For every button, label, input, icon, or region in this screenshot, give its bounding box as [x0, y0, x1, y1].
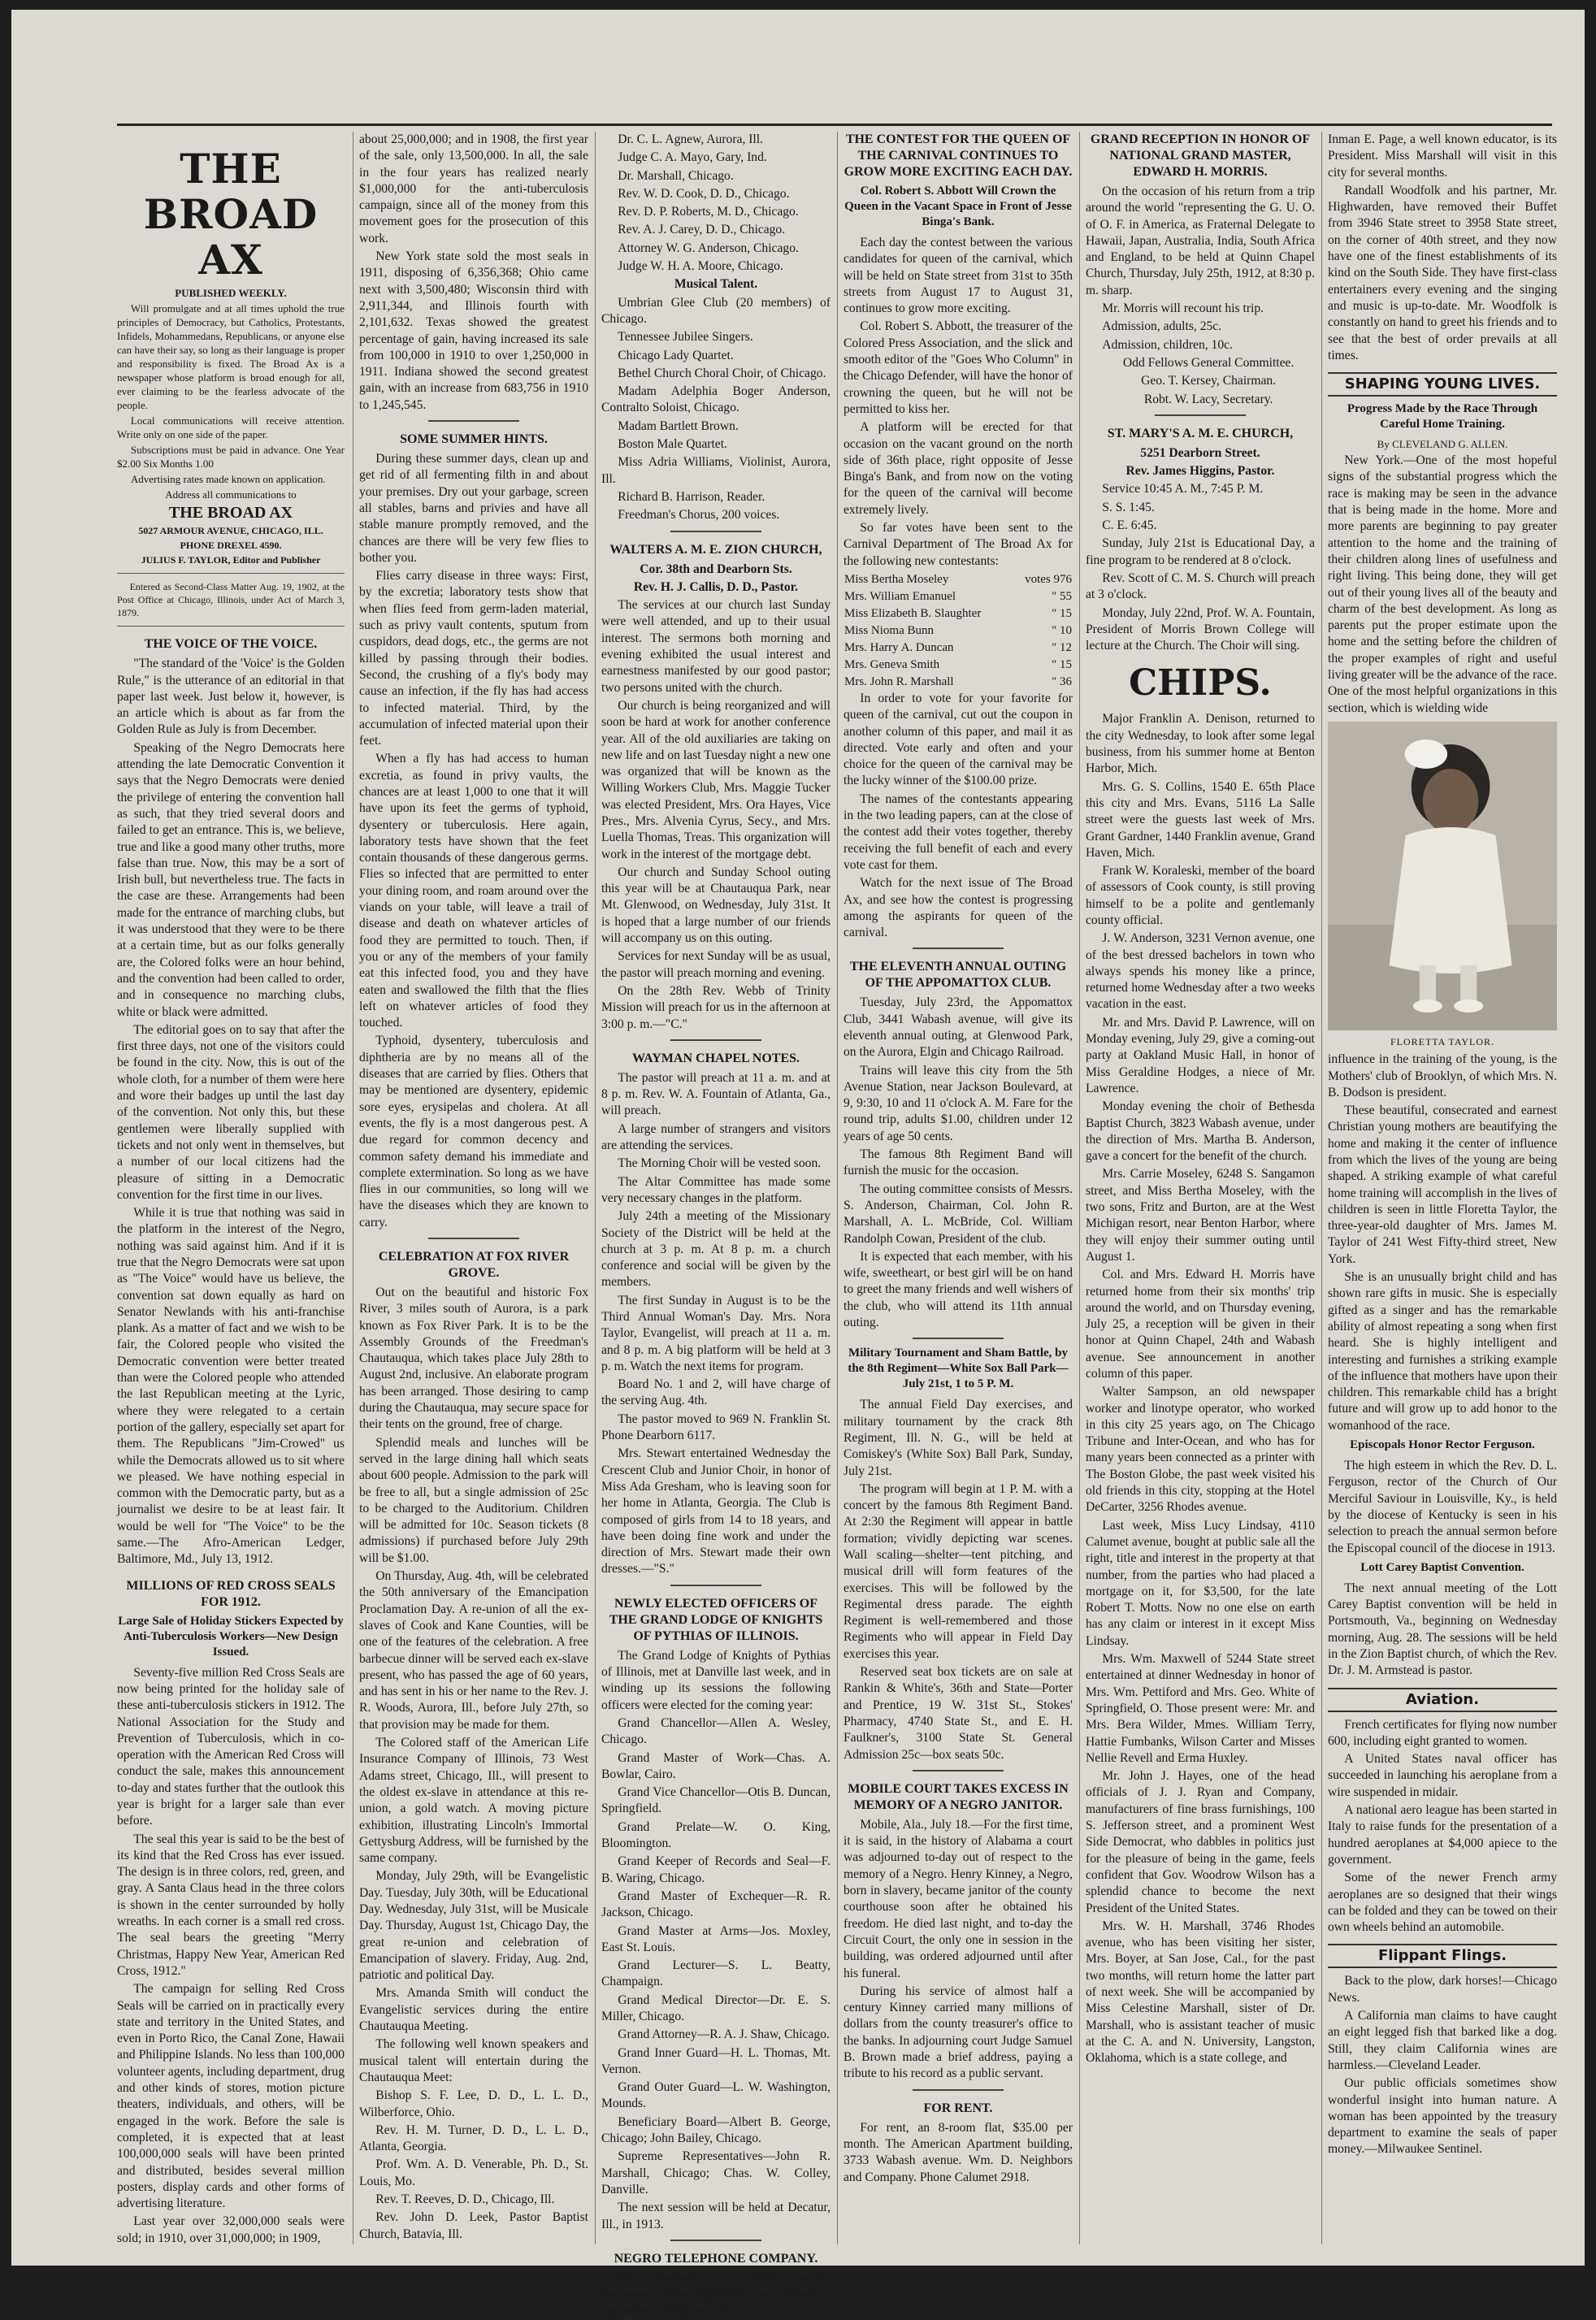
- headline-wayman-chapel: WAYMAN CHAPEL NOTES.: [631, 1051, 800, 1065]
- paragraph: Mrs. Stewart entertained Wednesday the Crescent Club and Junior Choir, in honor of Miss Ada Gresham, who is leaving soon for her home in Atlanta, Georgia. The Club is composed of girls from 14 to 18 years, and have been doing fine work and under the direction of Mrs. Stewart made their own dresses.—"S.": [601, 1446, 831, 1576]
- masthead-entered: Entered as Second-Class Matter Aug. 19, 1902, at the Post Office at Chicago, Illinois, under Act of March 3, 1879.: [117, 581, 345, 619]
- speaker-item: Rev. T. Reeves, D. D., Chicago, Ill.: [375, 2192, 555, 2207]
- divider: [913, 2089, 1004, 2091]
- officer-item: Beneficiary Board—Albert B. George, Chicago; John Bailey, Chicago.: [601, 2114, 831, 2146]
- vote-name: Mrs. William Emanuel: [844, 589, 956, 603]
- masthead-editor: JULIUS F. TAYLOR, Editor and Publisher: [141, 554, 321, 566]
- paragraph: Each day the contest between the various candidates for queen of the carnival, which will be held on State street from 31st to 35th streets from August 17 to August 31, continues to grow more exciting.: [844, 236, 1073, 316]
- masthead: [117, 146, 345, 627]
- headline-lott-carey: Lott Carey Baptist Convention.: [1360, 1560, 1524, 1574]
- paragraph: The editorial goes on to say that after the first three days, not one of the visitors could be found in the city. Now, this is out of the whole cloth, for a number of them were here and wore their badges up until the last day of the convention. Not only this, but these gentlemen were liberally supplied with tickets and not only went in themselves, but a number of our local citizens had the pleasure of sitting in a Democratic convention for the first time in our lives.: [117, 1022, 345, 1202]
- chips-item: Walter Sampson, an old newspaper worker and linotype operator, who worked in this city 25 years ago, on The Chicago Tribune and Inter-Ocean, and who has for many years been connected as a printer with The Boston Globe, the past week visited his old friends in this city, stopping at the Hotel DeCarter, 3256 Rhodes avenue.: [1086, 1385, 1315, 1515]
- flippant-item: A California man claims to have caught an eight legged fish that barked like a dog. Still, they claim California wines are harmless.—Cleveland Leader.: [1328, 2009, 1557, 2072]
- headline-episcopals: Episcopals Honor Rector Ferguson.: [1350, 1438, 1535, 1452]
- vote-count: " 36: [1052, 674, 1072, 688]
- masthead-title: THE BROAD AX: [143, 145, 319, 284]
- paragraph: Odd Fellows General Committee.: [1122, 355, 1295, 370]
- paragraph: Mobile, Ala., July 18.—For the first time, it is said, in the history of Alabama a court was adjourned to-day out of respect to the memory of a Negro. Henry Kinney, a Negro, born in slavery, became janitor of the county courthouse soon after he obtained his freedom. He died last night, and to-day the Circuit Court, the only one in session in the building, was ordered adjourned until after his funeral.: [844, 1817, 1073, 1980]
- paragraph: Out on the beautiful and historic Fox River, 3 miles south of Aurora, is a park known as Fox River Park. It is to be the Assembly Grounds of the Freedman's Chautauqua, which takes place July 28th to August 2nd, inclusive. An elaborate program has been arranged. Those desiring to camp during the Chautauqua, may secure space for their tents on the ground, free of charge.: [359, 1286, 588, 1432]
- divider: [670, 1039, 762, 1041]
- headline-military-tournament: Military Tournament and Sham Battle, by the 8th Regiment—White Sox Ball Park—July 21st, 1 to 5 P. M.: [848, 1346, 1069, 1391]
- table-row: [844, 657, 1073, 674]
- subheadline: Cor. 38th and Dearborn Sts.: [640, 562, 792, 576]
- paragraph: Tuesday, July 23rd, the Appomattox Club, 3441 Wabash avenue, will give its eleventh annual outing, at Glenwood Park, on the Aurora, Elgin and Chicago Railroad.: [844, 995, 1073, 1060]
- masthead-title-2: THE BROAD AX: [168, 504, 293, 522]
- divider: [1155, 414, 1247, 416]
- chips-item: Col. and Mrs. Edward H. Morris have returned home from their six months' trip around the world, and on Thursday evening, July 25, a reception will be given in their honor at Quinn Chapel, 24th and Wabash avenue. See announcement in another column of this paper.: [1086, 1268, 1315, 1381]
- masthead-phone: PHONE DREXEL 4590.: [180, 540, 282, 552]
- headline-fox-river: CELEBRATION AT FOX RIVER GROVE.: [378, 1250, 570, 1280]
- paragraph: Mr. Morris will recount his trip.: [1102, 301, 1264, 316]
- paragraph: The following well known speakers and musical talent will entertain during the Chautauqua Meet:: [359, 2037, 588, 2084]
- officer-item: Grand Master of Work—Chas. A. Bowlar, Cairo.: [601, 1750, 831, 1781]
- paragraph: Splendid meals and lunches will be served in the large dining hall which seats about 600 people. Admission to the park will be free to all, but a single admission of 25c to be charged to the Auditorium. Children will be admitted for 10c. Season tickets (8 admissions) if purchased before July 29th will be $1.00.: [359, 1435, 588, 1565]
- musical-item: Tennessee Jubilee Singers.: [618, 330, 753, 345]
- headline-shaping-young-lives: SHAPING YOUNG LIVES.: [1328, 372, 1557, 397]
- column-5: [1086, 132, 1315, 2253]
- paragraph: Watch for the next issue of The Broad Ax, and see how the contest is progressing among the aspirants for queen of the carnival.: [844, 876, 1073, 940]
- divider: [913, 1338, 1004, 1339]
- newspaper-page: [11, 10, 1585, 2318]
- paragraph: Mrs. Amanda Smith will conduct the Evangelistic services during the entire Chautauqua Meeting.: [359, 1986, 588, 2034]
- paragraph: During these summer days, clean up and get rid of all fermenting filth in and about your premises. Dry out your garbage, screen all stables, barns and privies and have all stable manure promptly removed, and the chances are there will be very few flies to bother you.: [359, 452, 588, 565]
- speaker-item: Rev. D. P. Roberts, M. D., Chicago.: [618, 205, 799, 219]
- headline-summer-hints: SOME SUMMER HINTS.: [400, 432, 548, 447]
- officer-item: Grand Lecturer—S. L. Beatty, Champaign.: [601, 1958, 831, 1989]
- paragraph: Monday, July 22nd, Prof. W. A. Fountain, President of Morris Brown College will lecture at the Church. The Choir will sing.: [1086, 605, 1315, 653]
- subheadline: Col. Robert S. Abbott Will Crown the Queen in the Vacant Space in Front of Jesse Binga's Bank.: [844, 184, 1072, 228]
- paragraph: Our church and Sunday School outing this year will be at Chautauqua Park, near Mt. Glenwood, on Wednesday, July 31st. It is hoped that a large number of our friends will accompany us on this outing.: [601, 865, 831, 946]
- masthead-policy: Will promulgate and at all times uphold the true principles of Democracy, but Catholics, Protestants, Infidels, Mohammedans, Republicans, or anyone else can have their say, so long as their language is proper and responsibility is fixed. The Broad Ax is a newspaper whose platform is broad enough for all, ever claiming to be the fearless advocate of the people.: [117, 302, 345, 411]
- vote-name: Miss Bertha Moseley: [844, 572, 949, 586]
- chips-item: Mr. and Mrs. David P. Lawrence, will on Monday evening, July 29, give a coming-out party at Oakland Music Hall, in honor of Miss Geraldine Hodges, a niece of Mr. Lawrence.: [1086, 1015, 1315, 1095]
- portrait-photo: [1328, 722, 1557, 1030]
- speaker-item: Rev. W. D. Cook, D. D., Chicago.: [618, 186, 790, 201]
- vote-count: " 12: [1052, 640, 1072, 654]
- paragraph: Reserved seat box tickets are on sale at Rankin & White's, 36th and State—Porter and Prentice, 19 W. 31st St., Stokes' Pharmacy, 4740 State St., and E. H. Faulkner's, 3100 State St. General Admission 25c—box seats 50c.: [844, 1665, 1073, 1762]
- paragraph: The annual Field Day exercises, and military tournament by the crack 8th Regiment, Ill. N. G., will be held at Comiskey's (White Sox) Ball Park, Sunday, July 21st.: [844, 1398, 1073, 1478]
- officer-item: Grand Master of Exchequer—R. R. Jackson, Chicago.: [601, 1889, 831, 1920]
- column-rule: [837, 132, 838, 2244]
- vote-name: Mrs. John R. Marshall: [844, 674, 954, 688]
- aviation-item: A United States naval officer has succeeded in launching his aeroplane from a wire suspended in midair.: [1328, 1752, 1557, 1799]
- officer-item: Grand Keeper of Records and Seal—F. B. Waring, Chicago.: [601, 1854, 831, 1885]
- chips-item: Mrs. W. H. Marshall, 3746 Rhodes avenue, who has been visiting her sister, Mrs. Boyer, at San Jose, Cal., for the past two months, will return home the latter part of next week. She will be accompanied by Miss Celestine Marshall, sister of Dr. Marshall, who is assistant teacher of music at the C. A. and N. University, Langston, Oklahoma, which is a state college, and: [1086, 1919, 1315, 2066]
- paragraph: During his service of almost half a century Kinney carried many millions of dollars from the county treasurer's office to the banks. In adjourning court Judge Samuel B. Brown made a brief address, paying a tribute to his record as a public servant.: [844, 1984, 1073, 2081]
- paragraph: She is an unusually bright child and has shown rare gifts in music. She is especially gifted as a singer and has the remarkable ability of almost repeating a song when first heard. She is highly intelligent and interesting and furnishes a striking example of the influence that mothers have upon their children. This remarkable child has a bright future and will grow up to add honor to the womanhood of the race.: [1328, 1270, 1557, 1433]
- divider: [913, 1770, 1004, 1771]
- paragraph: The high esteem in which the Rev. D. L. Ferguson, rector of the Church of Our Merciful Saviour in Louisville, Ky., is held by the diocese of Kentucky is seen in his selection to preach the annual sermon before the Episcopal council of the diocese in 1913.: [1328, 1459, 1557, 1555]
- paragraph: On the 28th Rev. Webb of Trinity Mission will preach for us in the afternoon at 3:00 p. m.—"C.": [601, 983, 831, 1031]
- masthead-published: PUBLISHED WEEKLY.: [175, 287, 287, 299]
- paragraph: about 25,000,000; and in 1908, the first year of the sale, only 13,500,000. In all, the sale in the four years has realized nearly $1,000,000 for the anti-tuberculosis campaign, since all of the money from this movement goes for the prosecution of this work.: [359, 132, 588, 245]
- paragraph: In order to vote for your favorite for queen of the carnival, cut out the coupon in another column of this paper, and mail it as directed. Vote early and often and your choice for the queen of the carnival may be the lucky winner of the $100.00 prize.: [844, 691, 1073, 788]
- votes-table: [844, 571, 1073, 691]
- paragraph: Typhoid, dysentery, tuberculosis and diphtheria are by no means all of the diseases that are carried by flies. Others that may be mentioned are dysentery, epidemic sore eyes, erysipelas and cholera. At all events, the fly is a most dangerous pest. A due regard for common decency and common safety demand his immediate and complete extermination. So long as we have flies in our communities, so long will we have the diseases which they are known to carry.: [359, 1034, 588, 1229]
- officer-item: Grand Chancellor—Allen A. Wesley, Chicago.: [601, 1715, 831, 1747]
- paragraph: The names of the contestants appearing in the two leading papers, can at the close of the contest add their votes together, thereby receiving the full benefit of each and every vote cast for them.: [844, 791, 1073, 872]
- headline-mobile-court: MOBILE COURT TAKES EXCESS IN MEMORY OF A NEGRO JANITOR.: [848, 1781, 1069, 1812]
- headline-walters-church: WALTERS A. M. E. ZION CHURCH,: [609, 542, 822, 557]
- masthead-note: Local communications will receive attention. Write only on one side of the paper.: [117, 414, 345, 440]
- paragraph: The program will begin at 1 P. M. with a concert by the famous 8th Regiment Band. At 2:30 the Regiment will appear in battle formation; vividly depicting war scenes. Wall scaling—shelter—tent pitching, and musical drill will form features of the exercises. This will be followed by the Regimental dress parade. The eighth Regiment is well-remembered and those Regiments who will appear in Field Day exercises this year.: [844, 1481, 1073, 1661]
- musical-item: Miss Adria Williams, Violinist, Aurora, Ill.: [601, 455, 831, 486]
- headline-telephone-company: NEGRO TELEPHONE COMPANY.: [614, 2251, 818, 2266]
- column-1: [117, 132, 345, 2253]
- paragraph: Trains will leave this city from the 5th Avenue Station, near Jackson Boulevard, at 9, 9:30, 10 and 11 o'clock A. M. Fare for the round trip, adults $1.00, children under 12 years of age 50 cents.: [844, 1063, 1073, 1143]
- headline-chips: CHIPS.: [1129, 662, 1272, 705]
- paragraph: Robt. W. Lacy, Secretary.: [1143, 392, 1273, 406]
- musical-item: Bethel Church Choral Choir, of Chicago.: [618, 366, 826, 380]
- speaker-item: Dr. Marshall, Chicago.: [618, 168, 734, 183]
- column-3: [601, 132, 831, 2318]
- officer-item: Supreme Representatives—John R. Marshall, Chicago; Chas. W. Colley, Danville.: [601, 2149, 831, 2196]
- subheadline: 5251 Dearborn Street.: [1140, 445, 1260, 460]
- speaker-item: Judge C. A. Mayo, Gary, Ind.: [618, 150, 767, 165]
- divider: [670, 1585, 762, 1586]
- speaker-item: Rev. A. J. Carey, D. D., Chicago.: [618, 223, 786, 237]
- chips-item: Mrs. Wm. Maxwell of 5244 State street entertained at dinner Wednesday in honor of Mrs. Wm. Pettiford and Mrs. Geo. White of Springfield, O. Those present were: Mr. and Mrs. Bera Wilder, Mmes. William Terry, Hattie Fumbanks, Wilson Carter and Misses Nellie Revell and Erma Huxley.: [1086, 1652, 1315, 1765]
- paragraph: Geo. T. Kersey, Chairman.: [1141, 374, 1277, 388]
- table-row: [844, 571, 1073, 588]
- paragraph: So far votes have been sent to the Carnival Department of The Broad Ax for the following new contestants:: [844, 521, 1073, 568]
- paragraph: C. E. 6:45.: [1102, 518, 1157, 533]
- paragraph: Service 10:45 A. M., 7:45 P. M.: [1102, 482, 1264, 497]
- paragraph: It is expected that each member, with his wife, sweetheart, or best girl will be on hand to greet the many friends and well wishers of the club, who will attend its 11th annual outing.: [844, 1249, 1073, 1330]
- officer-item: Grand Attorney—R. A. J. Shaw, Chicago.: [618, 2027, 830, 2042]
- masthead-address: 5027 ARMOUR AVENUE, CHICAGO, ILL.: [138, 525, 323, 537]
- paragraph: The famous 8th Regiment Band will furnish the music for the occasion.: [844, 1147, 1073, 1178]
- speaker-item: Rev. John D. Leek, Pastor Baptist Church, Batavia, Ill.: [359, 2210, 588, 2241]
- musical-item: Chicago Lady Quartet.: [618, 348, 734, 362]
- headline-queen-contest: THE CONTEST FOR THE QUEEN OF THE CARNIVAL CONTINUES TO GROW MORE EXCITING EACH DAY.: [844, 132, 1073, 179]
- headline-appomattox-club: THE ELEVENTH ANNUAL OUTING OF THE APPOMATTOX CLUB.: [849, 960, 1067, 991]
- officer-item: Grand Master at Arms—Jos. Moxley, East St. Louis.: [601, 1923, 831, 1954]
- table-row: [844, 622, 1073, 640]
- officer-item: Grand Vice Chancellor—Otis B. Duncan, Springfield.: [601, 1785, 831, 1816]
- divider: [913, 948, 1004, 949]
- byline: By CLEVELAND G. ALLEN.: [1377, 438, 1508, 451]
- headline-st-marys-church: ST. MARY'S A. M. E. CHURCH,: [1107, 426, 1294, 440]
- vote-name: Miss Nioma Bunn: [844, 623, 935, 637]
- paragraph: The Colored staff of the American Life Insurance Company of Illinois, 73 West Adams street, Chicago, Ill., will present to the oldest ex-slave in attendance at this re-union, a gold watch. A moving picture exhibition, illustrating Lincoln's Immortal Gettysburg Address, will be furnished by the same company.: [359, 1736, 588, 1866]
- flippant-item: Back to the plow, dark horses!—Chicago News.: [1328, 1974, 1557, 2005]
- paragraph: The seal this year is said to be the best of its kind that the Red Cross has ever issued. The design is in three colors, red, green, and gray. A Santa Claus head in the three colors is shown in the center surrounded by holly wreaths. In each corner is a small red cross. The seal bears the greeting "Merry Christmas, Happy New Year, American Red Cross, 1912.": [117, 1832, 345, 1978]
- paragraph: Randall Woodfolk and his partner, Mr. Highwarden, have removed their Buffet from 3946 State street to 3958 State street, on the corner of 40th street, and they now have one of the finest establishments of its kind on the South Side. They have first-class entertainers every evening and the singing and music is up-to-date. Mr. Woodfolk is constantly on hand to greet his friends and to see that the best of order prevails at all times.: [1328, 183, 1557, 362]
- paragraph: The next annual meeting of the Lott Carey Baptist convention will be held in Portsmouth, Va., beginning on Wednesday morning, Aug. 28. The sessions will be held in the Zion Baptist church, of which the Rev. Dr. J. M. Armstead is pastor.: [1328, 1581, 1557, 1678]
- paragraph: The outing committee consists of Messrs. S. Anderson, Chairman, Col. John R. Marshall, A. L. McBride, Col. William Randolph Cowan, President of the club.: [844, 1182, 1073, 1246]
- chips-item: Mr. John J. Hayes, one of the head officials of J. J. Ryan and Company, manufacturers of fine brass furnishings, 100 S. Jefferson street, and a prominent West Side Democrat, who dabbles in politics just for the pleasure of being in the game, feels confident that Gov. Woodrow Wilson has a splendid chance to become the next President of the United States.: [1086, 1769, 1315, 1915]
- flippant-item: Our public officials sometimes show wonderful insight into human nature. A woman has been appointed by the treasury department to examine the seals of paper money.—Milwaukee Sentinel.: [1328, 2076, 1557, 2157]
- paragraph: On the occasion of his return from a trip around the world "representing the G. U. O. of O. F. in America, as Fraternal Delegate to Hawaii, Japan, Australia, India, South Africa and England, to be held at Quinn Chapel Church, Thursday, July 25th, 1912, at 8:30 p. m. sharp.: [1086, 184, 1315, 297]
- column-6: [1328, 132, 1557, 2253]
- paragraph: Monday, July 29th, will be Evangelistic Day. Tuesday, July 30th, will be Educational Day. Wednesday, July 31st, will be Musicale Day. Thursday, August 1st, Chicago Day, the great re-union and celebration of Emancipation of slavery. Friday, Aug. 2nd, patriotic and political Day.: [359, 1869, 588, 1983]
- table-row: [844, 674, 1073, 691]
- speaker-item: Rev. H. M. Turner, D. D., L. L. D., Atlanta, Georgia.: [359, 2123, 588, 2154]
- subheadline: Rev. James Higgins, Pastor.: [1125, 464, 1275, 479]
- photo-caption: FLORETTA TAYLOR.: [1390, 1035, 1495, 1047]
- chips-item: Mrs. G. S. Collins, 1540 E. 65th Place this city and Mrs. Evans, 5116 La Salle street were the guests last week of Mrs. Grant Gardner, 1440 Franklin avenue, Grand Haven, Mich.: [1086, 779, 1315, 860]
- divider: [670, 2240, 762, 2241]
- subheadline: Progress Made by the Race Through Careful Home Training.: [1347, 402, 1538, 431]
- column-4: [844, 132, 1073, 2253]
- musical-item: Boston Male Quartet.: [618, 437, 727, 452]
- paragraph: Rev. Scott of C. M. S. Church will preach at 3 o'clock.: [1086, 570, 1315, 602]
- column-rule: [1079, 132, 1080, 2244]
- paragraph: Last year over 32,000,000 seals were sold; in 1910, over 31,000,000; in 1909,: [117, 2214, 345, 2245]
- paragraph: influence in the training of the young, is the Mothers' club of Brooklyn, of which Mrs. N. B. Dodson is president.: [1328, 1052, 1557, 1099]
- vote-count: votes 976: [1025, 572, 1072, 586]
- paragraph: The pastor moved to 969 N. Franklin St. Phone Dearborn 6117.: [601, 1412, 831, 1443]
- vote-name: Mrs. Geneva Smith: [844, 657, 940, 671]
- paragraph: The Morning Choir will be vested soon.: [618, 1156, 822, 1171]
- paragraph: The Grand Lodge of Knights of Pythias of Illinois, met at Danville last week, and in winding up its sessions the following officers were elected for the coming year:: [601, 1648, 831, 1712]
- divider: [428, 1238, 520, 1239]
- vote-name: Mrs. Harry A. Duncan: [844, 640, 954, 654]
- paragraph: The pastor will preach at 11 a. m. and at 8 p. m. Rev. W. A. Fountain of Atlanta, Ga., will preach.: [601, 1070, 831, 1118]
- headline-red-cross-seals: MILLIONS OF RED CROSS SEALS FOR 1912.: [126, 1578, 336, 1609]
- paragraph: Inman E. Page, a well known educator, is its President. Miss Marshall will visit in this city for several months.: [1328, 132, 1557, 180]
- paragraph: Board No. 1 and 2, will have charge of the serving Aug. 4th.: [601, 1377, 831, 1408]
- officer-item: Grand Outer Guard—L. W. Washington, Mounds.: [601, 2080, 831, 2111]
- paragraph: The Altar Committee has made some very necessary changes in the platform.: [601, 1174, 831, 1205]
- aviation-item: French certificates for flying now number 600, including eight granted to women.: [1328, 1717, 1557, 1748]
- vote-count: " 15: [1052, 657, 1072, 671]
- paragraph: The first Sunday in August is to be the Third Annual Woman's Day. Mrs. Nora Taylor, Evangelist, will preach at 11 a. m. and 8 p. m. A big platform will be held at 3 p. m. Watch the next items for program.: [601, 1293, 831, 1373]
- subheadline: Rev. H. J. Callis, D. D., Pastor.: [633, 579, 799, 594]
- musical-talent-label: Musical Talent.: [674, 277, 758, 292]
- paragraph: Our church is being reorganized and will soon be hard at work for another conference year. All of the old auxiliaries are taking on new life and on last Tuesday night a new one was organized that will be known as the Willing Workers Club, Mrs. Maggie Tucker was elected President, Mrs. Ora Hayes, Vice Pres., Mrs. Alvenia Cyrus, Secy., and Mrs. Luella Thomas, Treas. This organization will work in the interest of the mortgage debt.: [601, 698, 831, 861]
- paragraph: For rent, an 8-room flat, $35.00 per month. The American Apartment building, 3733 Wabash avenue. Wm. D. Neighbors and Company. Phone Calumet 2918.: [844, 2120, 1073, 2184]
- paragraph: July 24th a meeting of the Missionary Society of the District will be held at the church at 3 p. m. At 8 p. m. a church conference and social will be given by the members.: [601, 1209, 831, 1290]
- column-rule: [1321, 132, 1322, 2244]
- headline-for-rent: FOR RENT.: [923, 2101, 993, 2115]
- officer-item: Grand Inner Guard—H. L. Thomas, Mt. Vernon.: [601, 2045, 831, 2076]
- paragraph: Flies carry disease in three ways: First, by the excretia; laboratory tests show that when flies feed from germ-laden material, such as privy vault contents, sputum from cuspidors, dead dogs, etc., the germs are not killed by passing through their bodies. Second, the crushing of a fly's body may cause an infection, if the fly has had access to infected material. Third, by the accumulation of infected material upon their feet.: [359, 569, 588, 748]
- aviation-item: Some of the newer French army aeroplanes are so designed that their wings can be folded and they can be towed on their own wheels behind an automobile.: [1328, 1871, 1557, 1935]
- speaker-item: Prof. Wm. A. D. Venerable, Ph. D., St. Louis, Mo.: [359, 2157, 588, 2188]
- chips-item: Frank W. Koraleski, member of the board of assessors of Cook county, is still proving himself to be a polite and gentlemanly county official.: [1086, 864, 1315, 927]
- chips-item: Major Franklin A. Denison, returned to the city Wednesday, to look after some legal business, from his summer home at Benton Harbor, Mich.: [1086, 712, 1315, 776]
- divider: [117, 626, 345, 627]
- chips-item: J. W. Anderson, 3231 Vernon avenue, one of the best dressed bachelors in town who always spends his money like a prince, returned home Wednesday after a two weeks vacation in the east.: [1086, 931, 1315, 1012]
- divider: [670, 531, 762, 532]
- masthead-rates: Subscriptions must be paid in advance. One Year $2.00 Six Months 1.00: [117, 444, 345, 470]
- paragraph: When a fly has had access to human excretia, as found in privy vaults, the chances are at least 1,000 to one that it will have upon its feet the germs of typhoid, dysentery or tuberculosis. Here again, laboratory tests have shown that the feet contain thousands of these dangerous germs. Flies so infected that are permitted to enter your dining room, and roam around over the viands on your table, will leave a trail of disease and death on whatever articles of food they are permitted to touch. Then, if you or any of the members of your family eat this infected food, you and they have eaten and swallowed the filth that the flies left on whatever articles of food they touched.: [359, 752, 588, 1030]
- column-rule: [595, 132, 596, 2244]
- headline-flippant-flings: Flippant Flings.: [1328, 1944, 1557, 1968]
- musical-item: Madam Bartlett Brown.: [618, 418, 739, 433]
- musical-item: Umbrian Glee Club (20 members) of Chicago.: [601, 295, 831, 326]
- divider: [117, 573, 345, 574]
- table-row: [844, 640, 1073, 657]
- divider: [428, 420, 520, 422]
- speaker-item: Judge W. H. A. Moore, Chicago.: [618, 259, 783, 274]
- headline-aviation: Aviation.: [1328, 1688, 1557, 1712]
- paragraph: New York state sold the most seals in 1911, disposing of 6,356,368; Ohio came next with 3,500,480; Wisconsin third with 2,911,344, and Illinois fourth with 2,101,632. Texas showed the greatest percentage of gain, having increased its sale from 100,000 in 1910 to over 1,250,000 in 1911. Indiana showed the second greatest gain, with an increase from 683,756 in 1910 to 1,245,545.: [359, 249, 588, 412]
- subheadline: Large Sale of Holiday Stickers Expected by Anti-Tuberculosis Workers—New Design Issued.: [118, 1614, 344, 1659]
- masthead-address-label: Address all communications to: [165, 488, 297, 501]
- chips-item: Monday evening the choir of Bethesda Baptist Church, 3823 Wabash avenue, under the direction of Mrs. Martha B. Anderson, gave a concert for the benefit of the church.: [1086, 1099, 1315, 1164]
- table-row: [844, 605, 1073, 622]
- child-portrait-image: [1328, 722, 1557, 1030]
- headline-knights-of-pythias: NEWLY ELECTED OFFICERS OF THE GRAND LODGE OF KNIGHTS OF PYTHIAS OF ILLINOIS.: [609, 1596, 823, 1643]
- paragraph: A platform will be erected for that occasion on the vacant ground on the north side of 36th place, right opposite of Jesse Binga's Bank, and from now on the voting for the queen of the carnival will become extremely lively.: [844, 420, 1073, 517]
- musical-item: Madam Adelphia Boger Anderson, Contralto Soloist, Chicago.: [601, 384, 831, 415]
- headline-grand-reception: GRAND RECEPTION IN HONOR OF NATIONAL GRAND MASTER, EDWARD H. MORRIS.: [1090, 132, 1311, 179]
- paragraph: The campaign for selling Red Cross Seals will be carried on in practically every state and territory in the United States, and even in Porto Rico, the Canal Zone, Hawaii and Philippine Islands. No less than 100,000 volunteer agents, including department, drug and other kinds of stores, motion picture theaters, individuals, and others, will be engaged in the work. Before the sale is completed, it is expected that at least 100,000,000 seals will have been printed and distributed, besides several million posters, display cards and other forms of advertising literature.: [117, 1982, 345, 2211]
- paragraph: Admission, children, 10c.: [1102, 337, 1233, 352]
- paragraph: S. S. 1:45.: [1102, 500, 1155, 514]
- headline-voice: THE VOICE OF THE VOICE.: [144, 637, 318, 652]
- chips-item: Last week, Miss Lucy Lindsay, 4110 Calumet avenue, bought at public sale all the right, title and interest in the property at that number, from the parties who had placed a mortgage on it, for $3,500, for the late Robert T. Motts. Now no one else on earth has any claim or interest in it except Miss Lindsay.: [1086, 1518, 1315, 1648]
- officer-item: Grand Prelate—W. O. King, Bloomington.: [601, 1819, 831, 1851]
- paragraph: Seventy-five million Red Cross Seals are now being printed for the holiday sale of these anti-tuberculosis stickers in 1912. The National Association for the Study and Prevention of Tuberculosis, which in co-operation with the American Red Cross will conduct the sale, makes this announcement to-day and states further that the outlook this year is bright for a larger sale than ever before.: [117, 1665, 345, 1828]
- vote-count: " 55: [1052, 589, 1072, 603]
- vote-count: " 15: [1052, 606, 1072, 620]
- paragraph: Col. Robert S. Abbott, the treasurer of the Colored Press Association, and the slick and smooth editor of the "Goes Who Column" in the Chicago Defender, will have the honor of crowning the queen, but he will not be permitted to kiss her.: [844, 319, 1073, 416]
- table-row: [844, 588, 1073, 605]
- aviation-item: A national aero league has been started in Italy to raise funds for the presentation of a hundred aeroplanes at $4,000 apiece to the government.: [1328, 1803, 1557, 1867]
- vote-count: " 10: [1052, 623, 1072, 637]
- officer-item: Grand Medical Director—Dr. E. S. Miller, Chicago.: [601, 1993, 831, 2023]
- paragraph: On Thursday, Aug. 4th, will be celebrated the 50th anniversary of the Emancipation Proclamation Day. A re-union of all the ex-slaves of Cook and Kane Counties, will be one of the features of the celebration. A free barbecue dinner will be served each ex-slave present, who has passed the age of 60 years, and has sent in his or her name to the Rev. J. R. Woods, Aurora, Ill., before July 27th, so that provision may be made for them.: [359, 1569, 588, 1732]
- paragraph: These beautiful, consecrated and earnest Christian young mothers are beautifying the home and making it the center of influence from which the lives of the young are being shaped. A striking example of what careful home training will accomplish in the lives of children is seen in little Floretta Taylor, the three-year-old daughter of Mrs. James M. Taylor of 241 West Fifty-third street, New York.: [1328, 1104, 1557, 1266]
- chips-item: Mrs. Carrie Moseley, 6248 S. Sangamon street, and Miss Bertha Moseley, with the two sons, Fritz and Burton, are at the West Michigan resort, near Benton Harbor, where they will enjoy their summer outing until August 1.: [1086, 1167, 1315, 1264]
- paragraph: Speaking of the Negro Democrats here attending the late Democratic Convention it says that the Negro Democrats were denied the privilege of entering the convention hall as such, that they tried several doors and failed to get an entrance. This is, we believe, true and like a good many other truths, more false than true. Now, this may be a sort of Irish bull, but nevertheless true. The facts in the case are these. Arrangements had been made for the entrance of marching clubs, but it was understood that they were to be there at a certain time, but as our folks generally are, the Colored folks were an hour behind, and the convention had been called to order, and in consequence no marching clubs, white or black were admitted.: [117, 740, 345, 1019]
- column-2: [359, 132, 588, 2253]
- vote-name: Miss Elizabeth B. Slaughter: [844, 606, 982, 620]
- masthead-ads: Advertising rates made known on application.: [130, 473, 326, 485]
- paragraph: The services at our church last Sunday were well attended, and up to their usual interest. The sermons both morning and evening exhibited the usual interest and earnestness manifested by our good pastor; two persons united with the church.: [601, 598, 831, 695]
- speaker-item: Dr. C. L. Agnew, Aurora, Ill.: [618, 132, 763, 146]
- top-rule: [117, 124, 1552, 126]
- paragraph: Admission, adults, 25c.: [1102, 319, 1222, 334]
- paragraph: New York.—One of the most hopeful signs of the substantial progress which the race is making may be seen in the advance that is being made in the home. More and more parents are beginning to pay greater attention to the home and the training of their children along lines of usefulness and right living. This being done, they will get out of their young lives all of the beauty and charm of the best development. As long as parents put the proper estimate upon the home and the setting before the children of the proper examples of right and useful living greater will be the advance of the race. One of the most helpful organizations in this section, which is wielding wide: [1328, 453, 1557, 715]
- paragraph: Services for next Sunday will be as usual, the pastor will preach morning and evening.: [601, 949, 831, 980]
- paragraph: While it is true that nothing was said in the platform in the interest of the Negro, nothing was said against him. And if it is true that the Negro Democrats were sat upon as "The Voice" would have us believe, the convention sat down equally as hard on Senator Newlands with his anti-franchise plank. As a matter of fact and we wish to be fair, the Colored people who visited the Democratic convention were better treated than were the Colored people who attended the last Republican meeting at the Lyric, where they were relegated to a certain portion of the gallery, especially set apart for them. The Republicans "Jim-Crowed" us while the Democrats allowed us to sit where we pleased. We have nothing especial in common with the Democratic party, but as a journalist we desire to be at least fair. It would be well for "The Voice" to be the same.—The Afro-American Ledger, Baltimore, Md., July 13, 1912.: [117, 1206, 345, 1567]
- paragraph: A large number of strangers and visitors are attending the services.: [601, 1121, 831, 1153]
- musical-item: Freedman's Chorus, 200 voices.: [618, 508, 780, 523]
- speaker-item: Attorney W. G. Anderson, Chicago.: [618, 241, 799, 255]
- speaker-item: Bishop S. F. Lee, D. D., L. L. D., Wilberforce, Ohio.: [359, 2088, 588, 2119]
- paragraph: The Negroes of Carroll county, Tennessee, have organized and placed in operation a telephone service.: [601, 2270, 831, 2318]
- musical-item: Richard B. Harrison, Reader.: [618, 489, 765, 504]
- paragraph: The next session will be held at Decatur, Ill., in 1913.: [601, 2201, 831, 2231]
- paragraph: "The standard of the 'Voice' is the Golden Rule," is the utterance of an editorial in that paper last week. Just below it, however, is an article which is about as far from the Golden Rule as July is from December.: [117, 657, 345, 737]
- paragraph: Sunday, July 21st is Educational Day, a fine program to be rendered at 8 o'clock.: [1086, 536, 1315, 567]
